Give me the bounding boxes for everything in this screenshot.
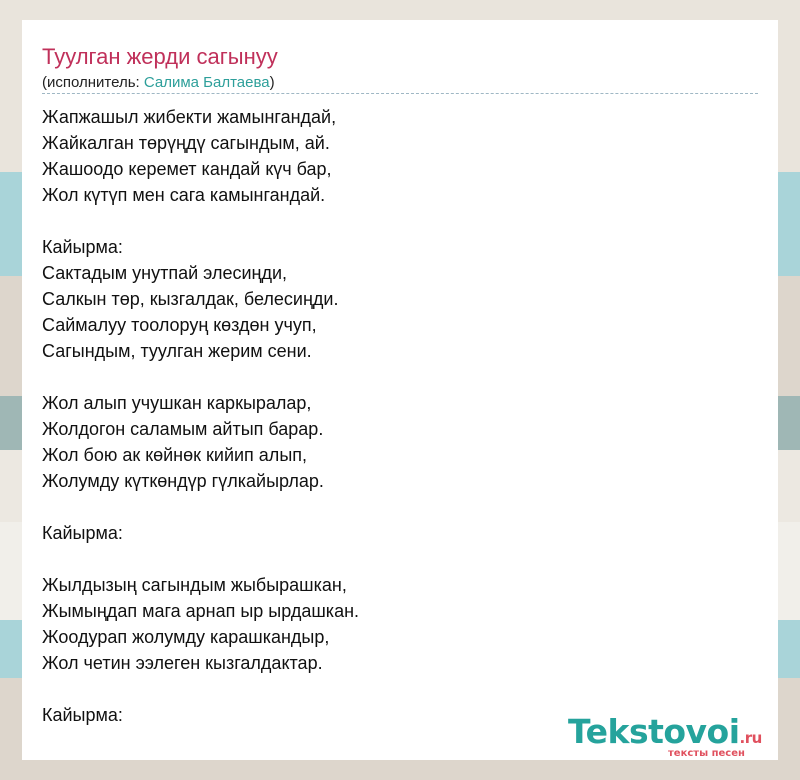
lyrics-line: Жол бою ак көйнөк кийип алып, — [42, 445, 307, 465]
logo-domain: .ru — [739, 729, 762, 747]
lyrics-line: Жоодурап жолумду карашкандыр, — [42, 627, 330, 647]
lyrics-text — [42, 104, 762, 728]
logo-tagline: тексты песен — [668, 748, 745, 759]
lyrics-line: Жолумду күткөндүр гүлкайырлар. — [42, 471, 324, 491]
site-logo[interactable] — [568, 712, 778, 768]
lyrics-line: Сактадым унутпай элесиңди, — [42, 263, 288, 283]
lyrics-line: Жымыңдап мага арнап ыр ырдашкан. — [42, 601, 360, 621]
logo-main-text: Tekstovoi — [568, 712, 740, 751]
title-divider — [42, 93, 758, 94]
lyrics-line: Жайкалган төрүңдү сагындым, ай. — [42, 133, 330, 153]
lyrics-card — [22, 20, 778, 760]
lyrics-line: Кайырма: — [42, 237, 123, 257]
artist-link[interactable]: Салима Балтаева — [143, 74, 270, 91]
lyrics-line: Сагындым, туулган жерим сени. — [42, 341, 312, 361]
lyrics-line: Жол четин ээлеген кызгалдактар. — [42, 653, 323, 673]
lyrics-line: Жашоодо керемет кандай күч бар, — [42, 159, 332, 179]
performer-suffix: ) — [269, 74, 275, 91]
lyrics-blank-line — [42, 494, 762, 520]
lyrics-line: Кайырма: — [42, 523, 123, 543]
lyrics-blank-line — [42, 208, 762, 234]
lyrics-blank-line — [42, 676, 762, 702]
lyrics-line: Жол күтүп мен сага камынгандай. — [42, 185, 326, 205]
lyrics-blank-line — [42, 546, 762, 572]
lyrics-line: Жылдызың сагындым жыбырашкан, — [42, 575, 347, 595]
lyrics-line: Саймалуу тоолоруң көздөн учуп, — [42, 315, 317, 335]
lyrics-line: Кайырма: — [42, 705, 123, 725]
lyrics-line: Салкын төр, кызгалдак, белесиңди. — [42, 289, 339, 309]
lyrics-line: Жолдогон саламым айтып барар. — [42, 419, 324, 439]
performer-line — [42, 74, 275, 91]
performer-prefix: (исполнитель: — [42, 74, 144, 91]
lyrics-line: Жол алып учушкан каркыралар, — [42, 393, 312, 413]
logo-wordmark — [568, 712, 762, 751]
page-title: Туулган жерди сагынуу — [42, 44, 278, 69]
lyrics-blank-line — [42, 364, 762, 390]
lyrics-line: Жапжашыл жибекти жамынгандай, — [42, 107, 337, 127]
